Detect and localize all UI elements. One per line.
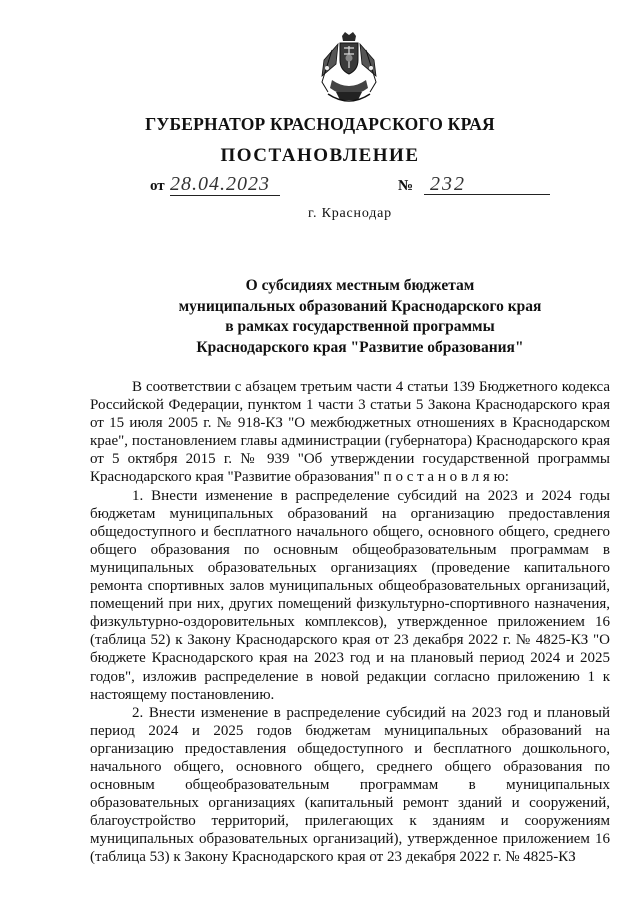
coat-of-arms-emblem (318, 30, 380, 106)
title-line: Краснодарского края "Развитие образования" (196, 338, 524, 356)
title-line: муниципальных образований Краснодарского края (178, 297, 542, 315)
document-type-heading: ПОСТАНОВЛЕНИЕ (220, 145, 420, 166)
preamble-text: В соответствии с абзацем третьим части 4 статьи 139 Бюджетного кодекса Российской Федерации, пунктом 1 части 3 статьи 5 Закона Краснодарского края от 15 июля 2005 г. № 918-КЗ "О межбюджетных отношениях в Краснодарском крае", постановлением главы администрации (губернатора) Краснодарского края от 5 октября 2015 г. № 939 "Об утверждении государственной программы Краснодарского края "Развитие образования" (90, 379, 610, 486)
title-line: в рамках государственной программы (225, 318, 495, 335)
date-label: от (150, 178, 165, 194)
preamble-paragraph (90, 378, 610, 487)
number-label: № (398, 178, 414, 194)
item-2-paragraph: 2. Внести изменение в распределение субсидий на 2023 год и плановый период 2024 и 2025 годов бюджетам муниципальных образований на организацию предоставления общедоступного и бесплатного дошкольного, начального общего, основного общего, среднего общего образования по основным общеобразовательным программам в муниципальных образовательных организациях (капитальный ремонт зданий и сооружений, благоустройство территорий, прилегающих к зданиям и сооружениям муниципальных образовательных организаций), утвержденное приложением 16 (таблица 53) к Закону Краснодарского края от 23 декабря 2022 г. № 4825-КЗ (90, 704, 610, 866)
document-title (80, 276, 640, 358)
decree-word: п о с т а н о в л я ю: (383, 469, 509, 486)
document-date: 28.04.2023 (170, 173, 280, 196)
document-number: 232 (424, 173, 550, 195)
city: г. Краснодар (308, 206, 392, 221)
title-line: О субсидиях местным бюджетам (245, 277, 475, 294)
issuing-authority: ГУБЕРНАТОР КРАСНОДАРСКОГО КРАЯ (145, 114, 495, 134)
item-1-paragraph: 1. Внести изменение в распределение субсидий на 2023 и 2024 годы бюджетам муниципальных образований на организацию предоставления общедоступного и бесплатного начального общего, основного общего, среднего общего образования по основным общеобразовательным программам в муниципальных образовательных организациях (проведение капитального ремонта спортивных залов муниципальных общеобразовательных организаций, помещений при них, других помещений физкультурно-спортивного назначения, физкультурно-оздоровительных комплексов), утвержденное приложением 16 (таблица 52) к Закону Краснодарского края от 23 декабря 2022 г. № 4825-КЗ "О бюджете Краснодарского края на 2023 год и на плановый период 2024 и 2025 годов", изложив распределение в новой редакции согласно приложению 1 к настоящему постановлению. (90, 487, 610, 703)
document-body (90, 378, 610, 867)
